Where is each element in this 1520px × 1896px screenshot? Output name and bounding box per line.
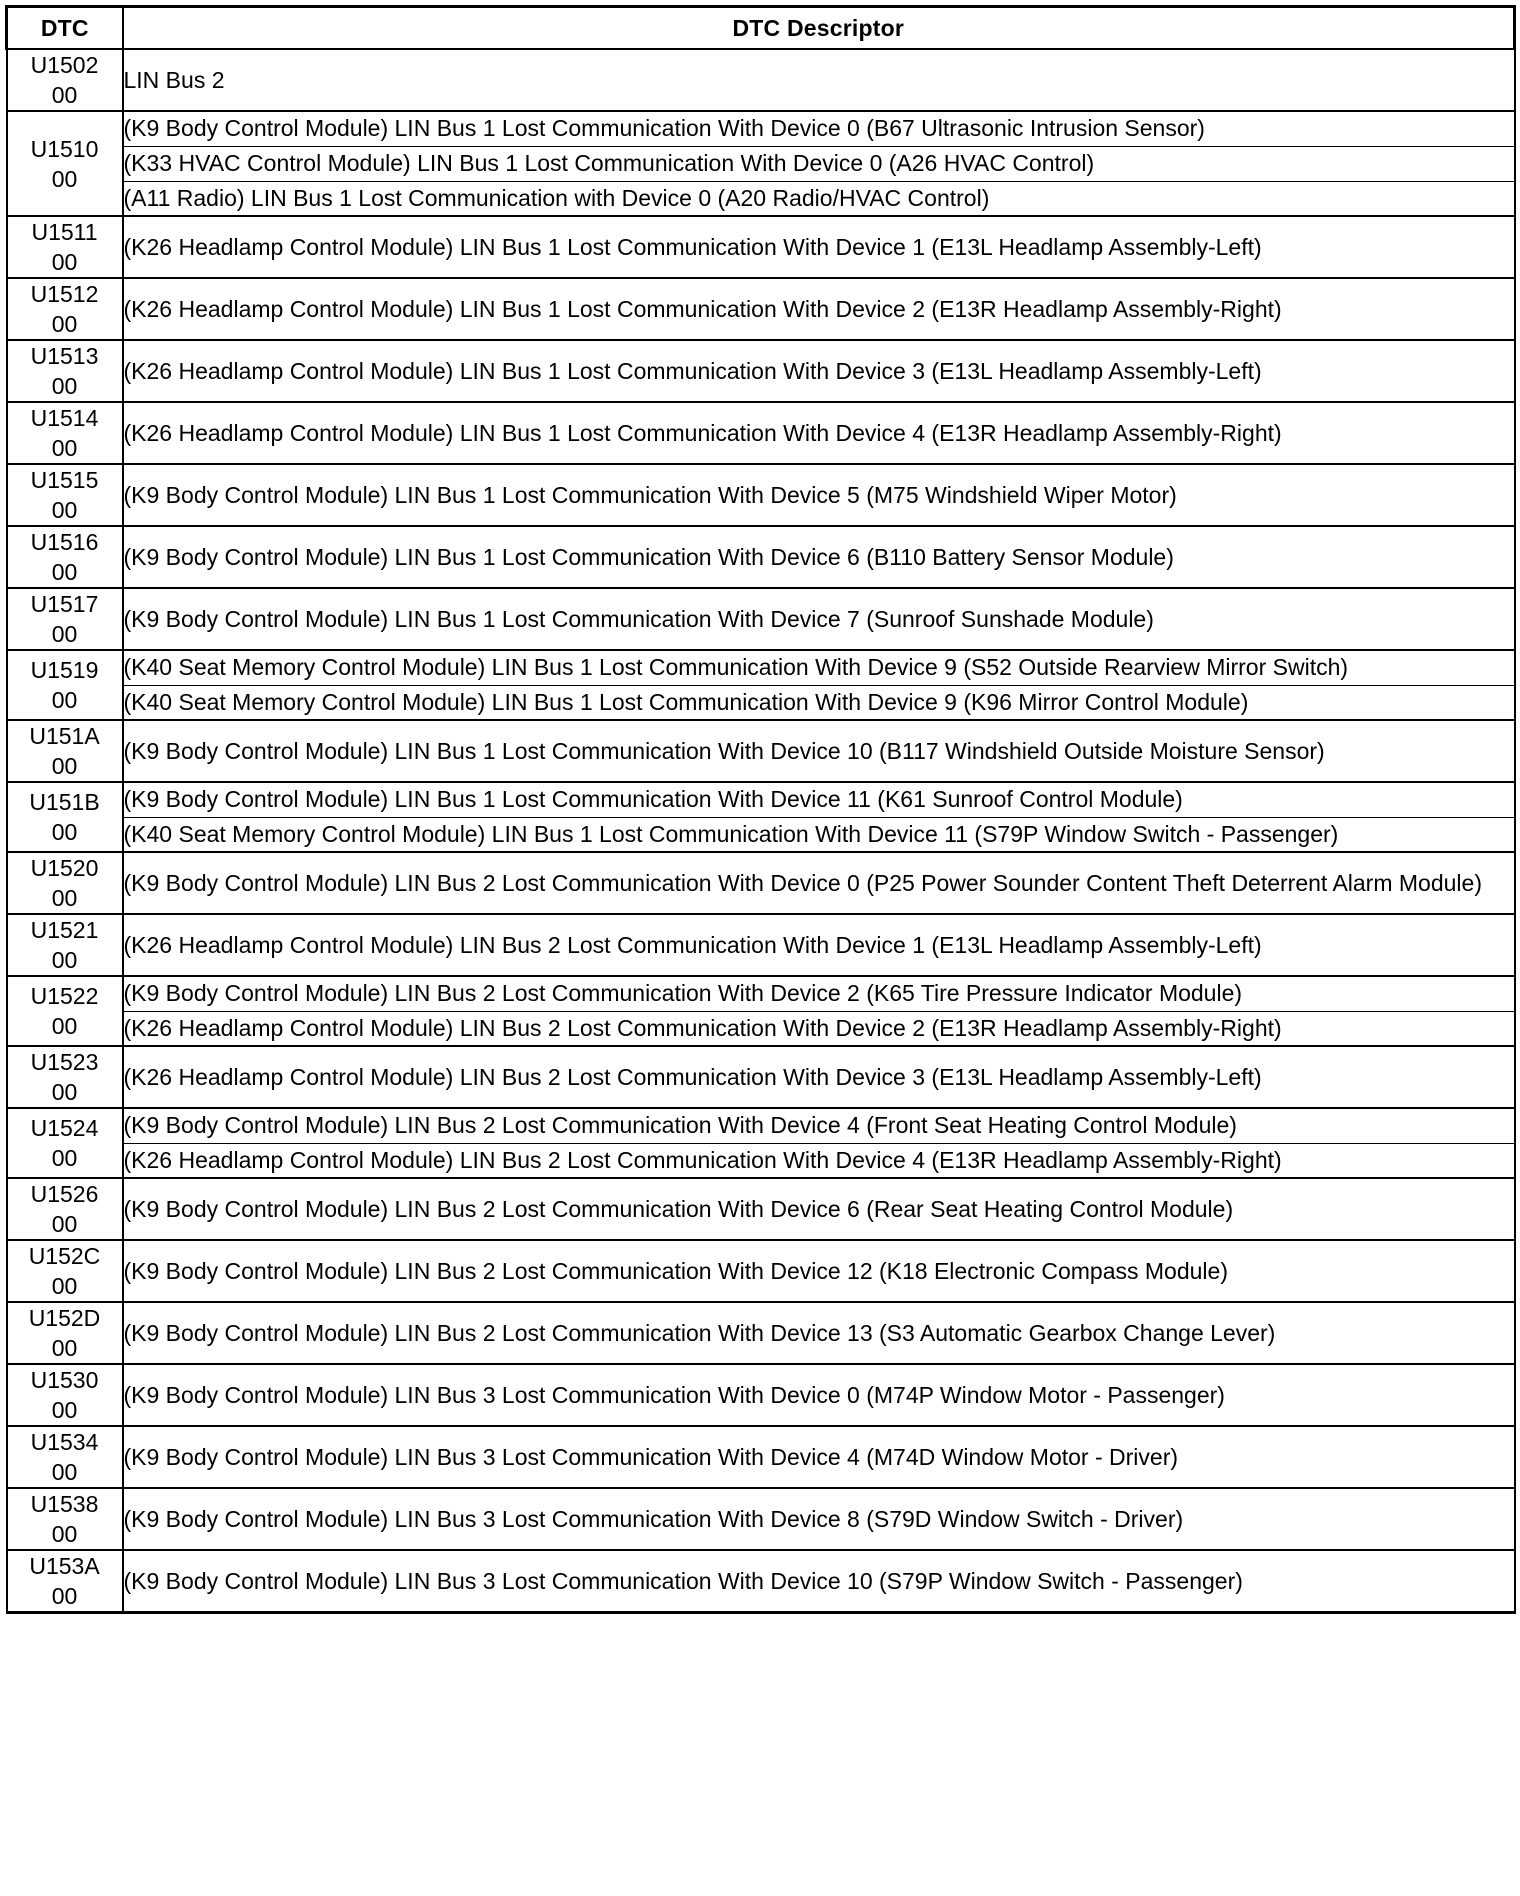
table-row: [7, 1178, 1515, 1240]
dtc-descriptor-cell: (K9 Body Control Module) LIN Bus 1 Lost Communication With Device 5 (M75 Windshield Wiper Motor): [123, 464, 1515, 526]
dtc-code-cell: [7, 650, 123, 720]
table-row: [7, 278, 1515, 340]
dtc-symptom-byte: 00: [51, 1145, 78, 1171]
dtc-code: U1512: [30, 281, 99, 307]
table-row: [7, 782, 1515, 817]
dtc-code: U1526: [30, 1181, 99, 1207]
dtc-column-header: DTC: [7, 7, 123, 50]
dtc-symptom-byte: 00: [51, 1459, 78, 1485]
dtc-symptom-byte: 00: [51, 687, 78, 713]
dtc-code-cell: [7, 1178, 123, 1240]
dtc-symptom-byte: 00: [51, 819, 78, 845]
dtc-code: U1534: [30, 1429, 99, 1455]
dtc-code-cell: [7, 1108, 123, 1178]
dtc-symptom-byte: 00: [51, 249, 78, 275]
dtc-descriptor-cell: (K40 Seat Memory Control Module) LIN Bus 1 Lost Communication With Device 9 (S52 Outside Rearview Mirror Switch): [123, 650, 1515, 685]
dtc-code: U152C: [28, 1243, 101, 1269]
table-row: [7, 1550, 1515, 1613]
table-row: [7, 1302, 1515, 1364]
dtc-symptom-byte: 00: [51, 1013, 78, 1039]
dtc-code-cell: [7, 1488, 123, 1550]
dtc-descriptor-cell: (K40 Seat Memory Control Module) LIN Bus 1 Lost Communication With Device 9 (K96 Mirror Control Module): [123, 685, 1515, 720]
dtc-descriptor-cell: (K26 Headlamp Control Module) LIN Bus 1 Lost Communication With Device 4 (E13R Headlamp Assembly-Right): [123, 402, 1515, 464]
dtc-descriptor-cell: (K9 Body Control Module) LIN Bus 3 Lost Communication With Device 10 (S79P Window Switch - Passenger): [123, 1550, 1515, 1613]
dtc-descriptor-cell: (K9 Body Control Module) LIN Bus 1 Lost Communication With Device 7 (Sunroof Sunshade Module): [123, 588, 1515, 650]
dtc-descriptor-cell: (K26 Headlamp Control Module) LIN Bus 2 Lost Communication With Device 4 (E13R Headlamp Assembly-Right): [123, 1143, 1515, 1178]
dtc-code: U1538: [30, 1491, 99, 1517]
dtc-code-cell: [7, 464, 123, 526]
dtc-symptom-byte: 00: [51, 1079, 78, 1105]
dtc-symptom-byte: 00: [51, 1211, 78, 1237]
dtc-code: U1514: [30, 405, 99, 431]
dtc-descriptor-cell: (K26 Headlamp Control Module) LIN Bus 1 Lost Communication With Device 3 (E13L Headlamp Assembly-Left): [123, 340, 1515, 402]
dtc-code-cell: [7, 1364, 123, 1426]
dtc-code: U1510: [30, 135, 99, 162]
dtc-code-cell: [7, 111, 123, 216]
dtc-code-cell: [7, 1046, 123, 1108]
table-row: [7, 402, 1515, 464]
dtc-symptom-byte: 00: [51, 311, 78, 337]
dtc-symptom-byte: 00: [51, 1335, 78, 1361]
dtc-code: U152D: [28, 1305, 101, 1331]
table-row: [7, 111, 1515, 146]
dtc-symptom-byte: 00: [51, 435, 78, 461]
dtc-descriptor-cell: (K40 Seat Memory Control Module) LIN Bus 1 Lost Communication With Device 11 (S79P Window Switch - Passenger): [123, 817, 1515, 852]
dtc-code-cell: [7, 720, 123, 782]
dtc-code-cell: [7, 914, 123, 976]
dtc-symptom-byte: 00: [51, 621, 78, 647]
dtc-code-cell: [7, 49, 123, 111]
dtc-symptom-byte: 00: [51, 1273, 78, 1299]
dtc-descriptor-cell: (K9 Body Control Module) LIN Bus 1 Lost Communication With Device 6 (B110 Battery Sensor Module): [123, 526, 1515, 588]
dtc-code: U1511: [31, 219, 98, 245]
table-row: [7, 464, 1515, 526]
table-row: [7, 526, 1515, 588]
dtc-descriptor-cell: (K9 Body Control Module) LIN Bus 2 Lost Communication With Device 12 (K18 Electronic Compass Module): [123, 1240, 1515, 1302]
dtc-code-cell: [7, 278, 123, 340]
dtc-symptom-byte: 00: [51, 165, 78, 192]
dtc-symptom-byte: 00: [51, 1397, 78, 1423]
dtc-descriptor-cell: (K9 Body Control Module) LIN Bus 3 Lost Communication With Device 8 (S79D Window Switch - Driver): [123, 1488, 1515, 1550]
dtc-code-cell: [7, 340, 123, 402]
table-row: [7, 1046, 1515, 1108]
dtc-code-cell: [7, 1550, 123, 1613]
table-row: [7, 1364, 1515, 1426]
dtc-descriptor-cell: (K26 Headlamp Control Module) LIN Bus 1 Lost Communication With Device 2 (E13R Headlamp Assembly-Right): [123, 278, 1515, 340]
dtc-descriptor-cell: (K9 Body Control Module) LIN Bus 2 Lost Communication With Device 4 (Front Seat Heating Control Module): [123, 1108, 1515, 1143]
dtc-code: U151A: [29, 723, 100, 749]
table-row: [7, 146, 1515, 181]
dtc-code-cell: [7, 588, 123, 650]
dtc-code: U1516: [30, 529, 99, 555]
dtc-table: [5, 5, 1516, 1614]
dtc-code-cell: [7, 526, 123, 588]
dtc-code-cell: [7, 976, 123, 1046]
table-row: [7, 1488, 1515, 1550]
table-row: [7, 1143, 1515, 1178]
table-row: [7, 650, 1515, 685]
dtc-descriptor-cell: (K9 Body Control Module) LIN Bus 3 Lost Communication With Device 0 (M74P Window Motor - Passenger): [123, 1364, 1515, 1426]
dtc-descriptor-cell: (K9 Body Control Module) LIN Bus 2 Lost Communication With Device 13 (S3 Automatic Gearbox Change Lever): [123, 1302, 1515, 1364]
table-row: [7, 852, 1515, 914]
dtc-symptom-byte: 00: [51, 947, 78, 973]
dtc-code-cell: [7, 1302, 123, 1364]
dtc-code-cell: [7, 782, 123, 852]
dtc-code: U151B: [29, 789, 100, 815]
dtc-symptom-byte: 00: [51, 1521, 78, 1547]
dtc-code: U153A: [29, 1553, 100, 1579]
dtc-descriptor-cell: (K26 Headlamp Control Module) LIN Bus 2 Lost Communication With Device 1 (E13L Headlamp Assembly-Left): [123, 914, 1515, 976]
table-row: [7, 817, 1515, 852]
dtc-descriptor-cell: LIN Bus 2: [123, 49, 1515, 111]
dtc-descriptor-cell: (K9 Body Control Module) LIN Bus 1 Lost Communication With Device 0 (B67 Ultrasonic Intrusion Sensor): [123, 111, 1515, 146]
table-row: [7, 181, 1515, 216]
dtc-code-cell: [7, 852, 123, 914]
dtc-descriptor-cell: (K33 HVAC Control Module) LIN Bus 1 Lost Communication With Device 0 (A26 HVAC Control): [123, 146, 1515, 181]
dtc-descriptor-cell: (K26 Headlamp Control Module) LIN Bus 2 Lost Communication With Device 3 (E13L Headlamp Assembly-Left): [123, 1046, 1515, 1108]
dtc-descriptor-cell: (K9 Body Control Module) LIN Bus 1 Lost Communication With Device 11 (K61 Sunroof Control Module): [123, 782, 1515, 817]
dtc-code: U1524: [30, 1115, 99, 1141]
dtc-descriptor-cell: (K9 Body Control Module) LIN Bus 2 Lost Communication With Device 0 (P25 Power Sounder Content Theft Deterrent Alarm Module): [123, 852, 1515, 914]
dtc-code-cell: [7, 216, 123, 278]
table-row: [7, 588, 1515, 650]
dtc-symptom-byte: 00: [51, 1583, 78, 1609]
dtc-code: U1513: [30, 343, 99, 369]
dtc-code: U1523: [30, 1049, 99, 1075]
dtc-descriptor-cell: (K9 Body Control Module) LIN Bus 2 Lost Communication With Device 2 (K65 Tire Pressure Indicator Module): [123, 976, 1515, 1011]
dtc-code-cell: [7, 402, 123, 464]
dtc-code: U1519: [30, 657, 99, 683]
table-row: [7, 685, 1515, 720]
dtc-code: U1522: [30, 983, 99, 1009]
table-row: [7, 914, 1515, 976]
dtc-code: U1520: [30, 855, 99, 881]
dtc-symptom-byte: 00: [51, 82, 78, 108]
table-row: [7, 49, 1515, 111]
dtc-code: U1521: [30, 917, 99, 943]
table-row: [7, 976, 1515, 1011]
table-row: [7, 720, 1515, 782]
dtc-code: U1517: [30, 591, 99, 617]
dtc-symptom-byte: 00: [51, 885, 78, 911]
dtc-descriptor-cell: (K9 Body Control Module) LIN Bus 3 Lost Communication With Device 4 (M74D Window Motor - Driver): [123, 1426, 1515, 1488]
dtc-descriptor-cell: (K26 Headlamp Control Module) LIN Bus 2 Lost Communication With Device 2 (E13R Headlamp Assembly-Right): [123, 1011, 1515, 1046]
descriptor-column-header: DTC Descriptor: [123, 7, 1515, 50]
dtc-symptom-byte: 00: [51, 753, 78, 779]
dtc-descriptor-cell: (K9 Body Control Module) LIN Bus 2 Lost Communication With Device 6 (Rear Seat Heating Control Module): [123, 1178, 1515, 1240]
dtc-code: U1515: [30, 467, 99, 493]
table-row: [7, 340, 1515, 402]
dtc-descriptor-cell: (A11 Radio) LIN Bus 1 Lost Communication with Device 0 (A20 Radio/HVAC Control): [123, 181, 1515, 216]
table-header-row: [7, 7, 1515, 50]
dtc-table-container: [5, 5, 1513, 1614]
table-row: [7, 216, 1515, 278]
dtc-code: U1530: [30, 1367, 99, 1393]
dtc-symptom-byte: 00: [51, 373, 78, 399]
table-row: [7, 1240, 1515, 1302]
dtc-code-cell: [7, 1240, 123, 1302]
table-row: [7, 1108, 1515, 1143]
table-body: [7, 49, 1515, 1613]
dtc-symptom-byte: 00: [51, 559, 78, 585]
dtc-code-cell: [7, 1426, 123, 1488]
dtc-code: U1502: [30, 52, 99, 78]
dtc-descriptor-cell: (K26 Headlamp Control Module) LIN Bus 1 Lost Communication With Device 1 (E13L Headlamp Assembly-Left): [123, 216, 1515, 278]
table-row: [7, 1426, 1515, 1488]
dtc-symptom-byte: 00: [51, 497, 78, 523]
table-row: [7, 1011, 1515, 1046]
dtc-descriptor-cell: (K9 Body Control Module) LIN Bus 1 Lost Communication With Device 10 (B117 Windshield Outside Moisture Sensor): [123, 720, 1515, 782]
